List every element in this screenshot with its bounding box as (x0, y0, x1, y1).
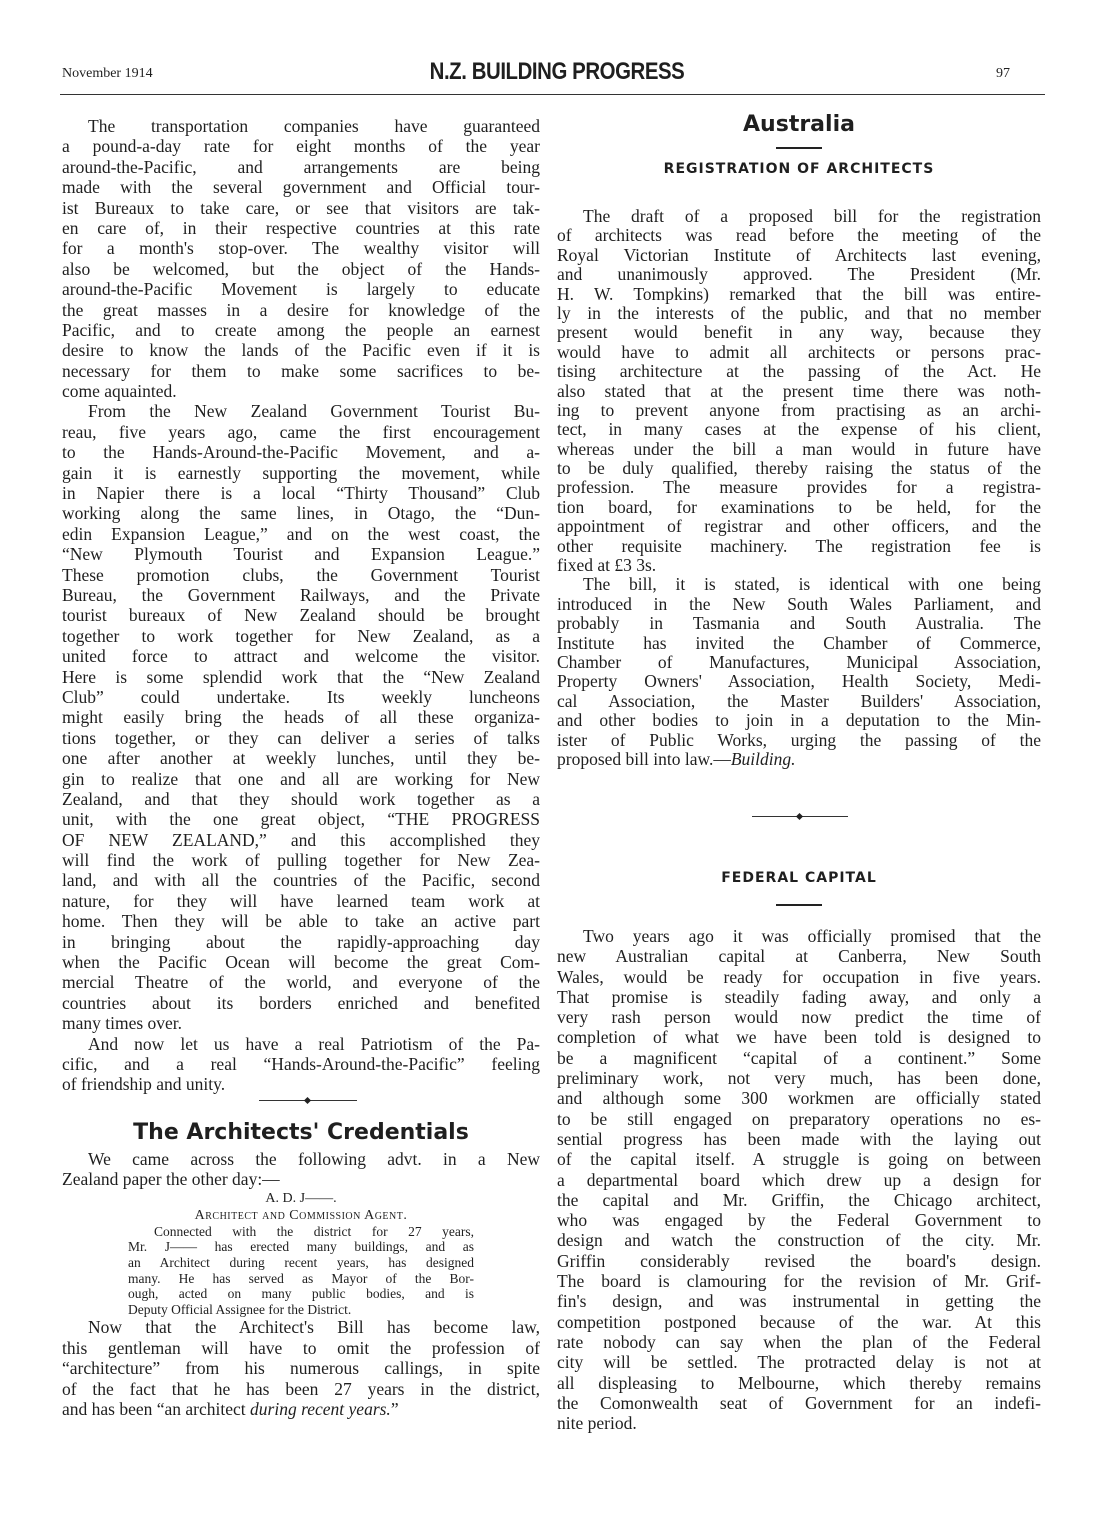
text-line: appointment of registrar and other officers, and the (557, 516, 1041, 537)
text-line: also stated that at the present time there was noth- (557, 380, 1041, 401)
text-line: Royal Victorian Institute of Architects last evening, (557, 244, 1041, 265)
text-line: Institute has invited the Chamber of Commerce, (557, 632, 1041, 653)
text-line: of the capital itself. A struggle is going on between (557, 1149, 1041, 1170)
text-line: desire to know the lands of the Pacific even if it is (62, 340, 540, 361)
section-heading: Australia (743, 112, 855, 137)
text-line: a pound-a-day rate for eight months of the year (62, 136, 540, 157)
text-line: reau, five years ago, came the first encouragement (62, 421, 540, 442)
text-line: around-the-Pacific Movement is largely to educate (62, 279, 540, 300)
text-line: ly in the interests of the public, and that no member (557, 302, 1041, 323)
text-line: land, and with all the countries of the Pacific, second (62, 870, 540, 891)
text-line: The draft of a proposed bill for the registration (583, 206, 1041, 226)
text-line: ister of Public Works, urging the passing of the (557, 729, 1041, 750)
text-line: Connected with the district for 27 years, (154, 1223, 474, 1239)
text-line (557, 750, 1041, 769)
text-line: whereas under the bill a man would in future have (557, 438, 1041, 459)
federal-capital-article (557, 870, 1041, 1433)
text-line: tions together, or they can deliver a series of talks (62, 727, 540, 748)
text-line: and unanimously approved. The President (Mr. (557, 264, 1041, 285)
paragraph (557, 926, 1041, 1433)
text-line: That promise is steadily fading away, and only a (557, 986, 1041, 1007)
text-line: mercial Theatre of the world, and everyone of the (62, 972, 540, 993)
text-line: sential progress has been made with the laying out (557, 1128, 1041, 1149)
text-line: competition postponed because of the war. At this (557, 1311, 1041, 1332)
advert-name: A. D. J——. (265, 1190, 337, 1206)
text-line: ough, acted on many public bodies, and is (128, 1286, 474, 1302)
text-line: for a month's stop-over. The wealthy visitor will (62, 238, 540, 259)
pacific-article (62, 116, 540, 1095)
text-line: new Australian capital at Canberra, New South (557, 946, 1041, 967)
text-line: to the Hands-Around-the-Pacific Movement, and a- (62, 442, 540, 463)
text-line: completion of what we have been told is designed to (557, 1027, 1041, 1048)
text-line: Here is some splendid work that the “New Zealand (62, 666, 540, 687)
text-line: one after another at weekly lunches, until they be- (62, 748, 540, 769)
text-line: rate nobody can say when the plan of the Federal (557, 1331, 1041, 1352)
text-line: will find the work of pulling together for New Zea- (62, 850, 540, 871)
text-line: Property Owners' Association, Health Society, Medi- (557, 671, 1041, 692)
text-line: edin Expansion League,” and on the west coast, the (62, 523, 540, 544)
text-line: Zealand paper the other day:— (62, 1169, 280, 1190)
text-line: Mr. J—— has erected many buildings, and as (128, 1239, 474, 1255)
text-line: around-the-Pacific, and arrangements are being (62, 156, 540, 177)
article-subheading: FEDERAL CAPITAL (721, 870, 877, 886)
text-line: ist Bureaux to take care, or see that visitors are tak- (62, 197, 540, 218)
text-line: And now let us have a real Patriotism of the Pa- (88, 1033, 540, 1054)
text-line: Chamber of Manufactures, Municipal Association, (557, 651, 1041, 672)
text-line: the capital and Mr. Griffin, the Chicago architect, (557, 1189, 1041, 1210)
text-line: of friendship and unity. (62, 1074, 226, 1095)
text-line: who was engaged by the Federal Government to (557, 1210, 1041, 1231)
issue-date: November 1914 (62, 66, 153, 81)
paragraph (557, 207, 1041, 575)
text-line: cific, and a real “Hands-Around-the-Pacific” feeling (62, 1053, 540, 1074)
divider-ornament (304, 1097, 311, 1104)
text-line: cal Association, the Master Builders' Association, (557, 690, 1041, 711)
text-span: proposed bill into law.— (557, 748, 731, 769)
text-line: gin to realize that one and all are working for New (62, 768, 540, 789)
text-line: working along the same lines, in Otago, the “Dun- (62, 503, 540, 524)
text-line: The bill, it is stated, is identical with one being (583, 574, 1041, 595)
text-line: to be still engaged on preparatory operations no es- (557, 1108, 1041, 1129)
text-line: H. W. Tompkins) remarked that the bill was entire- (557, 283, 1041, 304)
text-line: the great masses in a desire for knowledge of the (62, 299, 540, 320)
text-line: Zealand, and that they should work together as a (62, 788, 540, 809)
text-line: unit, with the one great object, “THE PROGRESS (62, 809, 540, 830)
text-line: necessary for them to make some sacrifices to be- (62, 360, 540, 381)
text-line: probably in Tasmania and South Australia. The (557, 613, 1041, 634)
text-line: tion board, for examinations to be held, for the (557, 496, 1041, 517)
text-line: These promotion clubs, the Government Tourist (62, 564, 540, 585)
text-line: and although some 300 workmen are officially stated (557, 1088, 1041, 1109)
paragraph (62, 1149, 540, 1190)
text-line: very rash person would now predict the time of (557, 1007, 1041, 1028)
text-line: a departmental board which drew up a design for (557, 1169, 1041, 1190)
text-line: preliminary work, not very much, has been done, (557, 1068, 1041, 1089)
text-line: Two years ago it was officially promised that the (583, 926, 1041, 946)
text-line: in bringing about the rapidly-approaching day (62, 931, 540, 952)
text-line: might easily bring the heads of all these organiza- (62, 707, 540, 728)
text-line: tect, in many cases at the expense of his client, (557, 419, 1041, 440)
text-line: nite period. (557, 1413, 637, 1434)
text-line: come aquainted. (62, 381, 177, 402)
text-line: Bureau, the Government Railways, and the Private (62, 584, 540, 605)
text-line: fixed at £3 3s. (557, 555, 657, 576)
text-line: Now that the Architect's Bill has become law, (88, 1317, 540, 1338)
text-line: gain it is earnestly supporting the movement, while (62, 462, 540, 483)
text-line: in Napier there is a local “Thirty Thousand” Club (62, 483, 540, 504)
text-line: of the fact that he has been 27 years in the district, (62, 1378, 540, 1399)
text-line: Deputy Official Assignee for the District. (128, 1301, 352, 1317)
credentials-article (62, 1120, 540, 1419)
text-line: to be duly qualified, thereby raising the status of the (557, 458, 1041, 479)
advert-body (62, 1224, 540, 1318)
text-line: OF NEW ZEALAND,” and this accomplished they (62, 829, 540, 850)
text-line: Wales, would be ready for occupation in five years. (557, 966, 1041, 987)
paragraph (62, 1034, 540, 1095)
text-span: and has been “an architect (62, 1398, 251, 1419)
text-line: present would benefit in any way, because they (557, 322, 1041, 343)
australia-article (557, 112, 1041, 769)
paragraph (128, 1224, 474, 1318)
text-line: many. He has served as Mayor of the Bor- (128, 1270, 474, 1286)
text-line (62, 1399, 540, 1419)
text-line: an Architect during recent years, has designed (128, 1254, 474, 1270)
text-line: fin's design, and was instrumental in getting the (557, 1291, 1041, 1312)
text-line: the Comonwealth seat of Government for an indefi- (557, 1392, 1041, 1413)
advert-title: Architect and Commission Agent. (194, 1207, 408, 1223)
heading-rule (776, 147, 822, 149)
text-line: together to work together for New Zealand, as a (62, 625, 540, 646)
text-line: united force to attract and welcome the visitor. (62, 646, 540, 667)
article-subheading: REGISTRATION OF ARCHITECTS (663, 161, 935, 177)
text-line: tourist bureaux of New Zealand should be brought (62, 605, 540, 626)
paragraph (62, 116, 540, 401)
article-heading: The Architects' Credentials (133, 1120, 469, 1145)
text-line: profession. The measure provides for a registra- (557, 477, 1041, 498)
text-line: From the New Zealand Government Tourist Bu- (88, 401, 540, 422)
text-span: ” (390, 1398, 399, 1419)
text-line: ing to prevent anyone from practising as an archi- (557, 399, 1041, 420)
text-line: “architecture” from his numerous callings, in spite (62, 1358, 540, 1379)
text-line: “New Plymouth Tourist and Expansion League.” (62, 544, 540, 565)
paragraph (62, 401, 540, 1033)
text-line: The transportation companies have guaranteed (88, 116, 540, 136)
text-line: tising architecture at the passing of the Act. He (557, 361, 1041, 382)
text-line: this gentleman will have to omit the profession of (62, 1337, 540, 1358)
text-line: countries about its borders enriched and benefited (62, 992, 540, 1013)
page-number: 97 (996, 66, 1010, 81)
text-line: of architects was read before the meeting of the (557, 225, 1041, 246)
text-line: other requisite machinery. The registration fee is (557, 535, 1041, 556)
text-line: and other bodies to join in a deputation to the Min- (557, 710, 1041, 731)
text-line: design and watch the construction of the city. Mr. (557, 1230, 1041, 1251)
text-line: Club” could undertake. Its weekly luncheons (62, 686, 540, 707)
text-line: introduced in the New South Wales Parliament, and (557, 593, 1041, 614)
text-line: made with the several government and Official tour- (62, 177, 540, 198)
italic-text: during recent years. (250, 1398, 391, 1419)
publication-title: N.Z. BUILDING PROGRESS (429, 58, 685, 85)
paragraph (62, 1317, 540, 1399)
source-credit: Building. (730, 748, 796, 769)
text-line: city will be settled. The protracted delay is not at (557, 1352, 1041, 1373)
header-rule (60, 94, 1045, 95)
text-line: when the Pacific Ocean will become the great Com- (62, 952, 540, 973)
heading-rule (776, 904, 822, 906)
text-line: en care of, in their respective countries at this rate (62, 217, 540, 238)
text-line: many times over. (62, 1013, 183, 1034)
divider-ornament (796, 813, 803, 820)
text-line: also be welcomed, but the object of the Hands- (62, 258, 540, 279)
text-line: be a magnificent “capital of a continent.” Some (557, 1047, 1041, 1068)
text-line: would have to admit all architects or persons prac- (557, 341, 1041, 362)
text-line: all displeasing to Melbourne, which thereby remains (557, 1372, 1041, 1393)
paragraph (557, 575, 1041, 750)
text-line: Pacific, and to create among the people an earnest (62, 319, 540, 340)
text-line: The board is clamouring for the revision of Mr. Grif- (557, 1271, 1041, 1292)
text-line: Griffin considerably revised the board's design. (557, 1250, 1041, 1271)
text-line: home. Then they will be able to take an active part (62, 911, 540, 932)
text-line: nature, for they will have learned team work at (62, 890, 540, 911)
text-line: We came across the following advt. in a New (88, 1149, 540, 1169)
